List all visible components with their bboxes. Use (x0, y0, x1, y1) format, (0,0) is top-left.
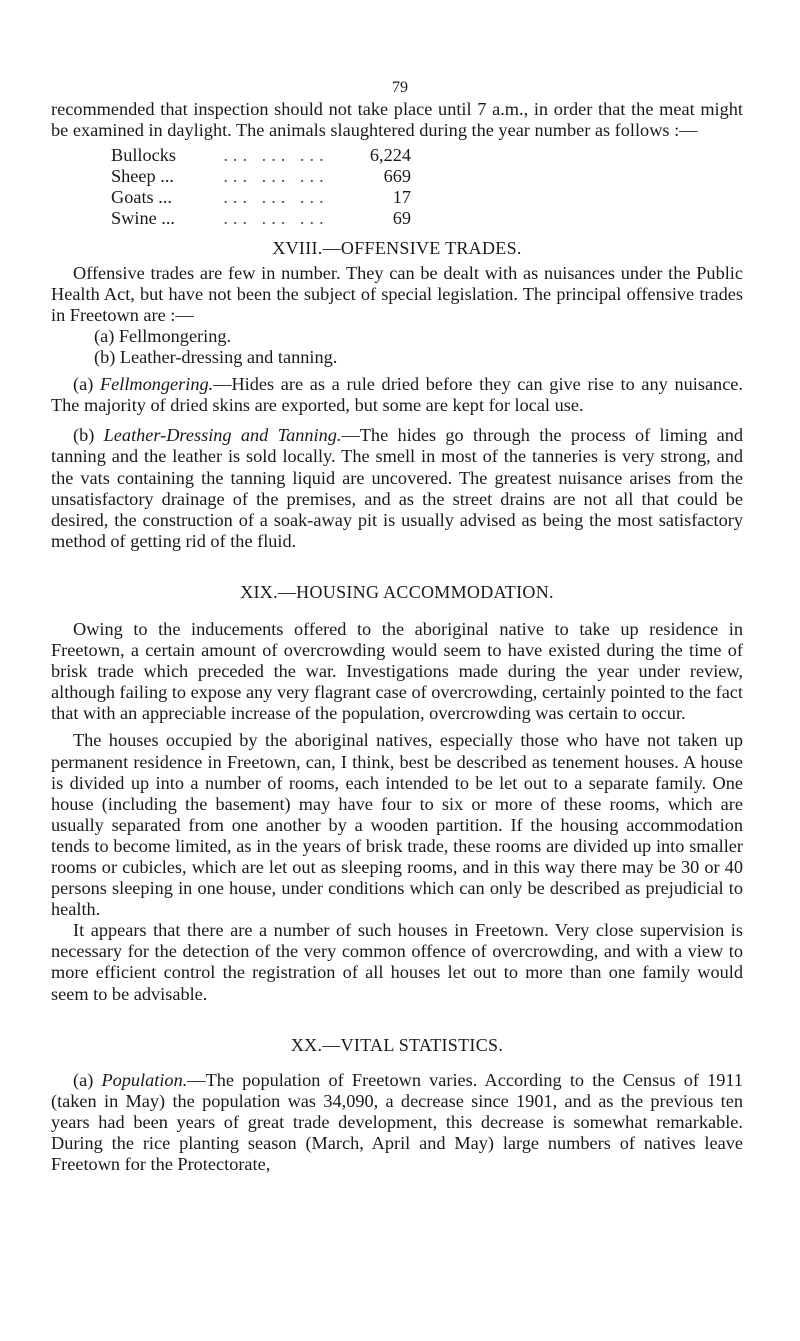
animal-label: Bullocks (111, 145, 177, 166)
list-item: (b) Leather-dressing and tanning. (94, 347, 338, 368)
leader-dots: ... ... ... (223, 187, 329, 208)
housing-paragraph-3: It appears that there are a number of such houses in Freetown. Very close supervision is necessary for the detection of the very common offence of overcrowding, and with a view to more efficient control the registration of all houses let out to more than one family would seem to be advisable. (51, 920, 743, 1004)
housing-paragraph-2: The houses occupied by the aboriginal natives, especially those who have not taken up permanent residence in Freetown, can, I think, best be described as tenement houses. A house is divided up into a number of rooms, each intended to be let out to a separate family. One house (including the basement) may have four to six or more of these rooms, which are usually separated from one another by a wooden partition. If the housing accommodation tends to become limited, as in the years of brisk trade, these rooms are divided up into smaller rooms or cubicles, which are let out as sleeping rooms, and in this way there may be 30 or 40 persons sleeping in one house, under conditions which can only be described as prejudicial to health. (51, 730, 743, 920)
item-label: (a) (73, 1069, 102, 1090)
item-text: —Hides are as a rule dried before they can give rise to any nuisance. The majority of dried skins are exported, but some are kept for local use. (51, 374, 743, 416)
animal-label: Goats ... (111, 187, 172, 208)
page-content (51, 99, 743, 1175)
tanning-paragraph (51, 425, 743, 552)
page-number: 79 (392, 79, 408, 96)
item-title: Fellmongering. (99, 374, 214, 395)
item-label: (a) (73, 374, 100, 395)
animal-label: Sheep ... (111, 166, 174, 187)
leader-dots: ... ... ... (223, 208, 329, 229)
table-row (111, 208, 411, 229)
item-title: Population. (101, 1069, 188, 1090)
intro-paragraph: recommended that inspection should not take place until 7 a.m., in order that the meat might be examined in daylight. The animals slaughtered during the year number as follows :— (51, 99, 743, 141)
offensive-trades-paragraph: Offensive trades are few in number. They can be dealt with as nuisances under the Public Health Act, but have not been the subject of special legislation. The principal offensive trades in Freetown are :— (51, 262, 743, 325)
leader-dots: ... ... ... (223, 166, 329, 187)
item-title: Leather-Dressing and Tanning. (103, 425, 342, 446)
animal-label: Swine ... (111, 208, 175, 229)
leader-dots: ... ... ... (223, 145, 329, 166)
fellmongering-paragraph (51, 374, 743, 416)
list-item: (a) Fellmongering. (94, 325, 232, 346)
trades-list (94, 326, 743, 368)
animal-count: 669 (383, 166, 411, 187)
animal-count: 17 (392, 187, 411, 208)
table-row (111, 187, 411, 208)
section-heading-vital-statistics: XX.—VITAL STATISTICS. (290, 1034, 504, 1055)
animal-count: 69 (392, 208, 411, 229)
item-text: —The population of Freetown varies. According to the Census of 1911 (taken in May) the population was 34,090, a decrease since 1901, and as the previous ten years had been years of great trade development, this decrease is somewhat remarkable. During the rice planting season (March, April and May) large numbers of natives leave Freetown for the Protectorate, (51, 1069, 743, 1175)
table-row (111, 166, 411, 187)
animals-table (111, 145, 411, 229)
item-label: (b) (73, 425, 104, 446)
population-paragraph (51, 1070, 743, 1175)
animal-count: 6,224 (369, 145, 411, 166)
housing-paragraph-1: Owing to the inducements offered to the aboriginal native to take up residence in Freetown, a certain amount of overcrowding would seem to have existed during the time of brisk trade which preceded the war. Investigations made during the year under review, although failing to expose any very flagrant case of overcrowding, certainly pointed to the fact that with an appreciable increase of the population, overcrowding was certain to occur. (51, 618, 743, 724)
item-text: —The hides go through the process of liming and tanning and the leather is sold locally. The smell in most of the tanneries is very strong, and the vats containing the tanning liquid are uncovered. The greatest nuisance arises from the unsatisfactory drainage of the premises, and as the street drains are not all that could be desired, the construction of a soak-away pit is usually advised as being the most satisfactory method of getting rid of the fluid. (51, 425, 744, 551)
section-heading-housing: XIX.—HOUSING ACCOMMODATION. (240, 581, 554, 602)
section-heading-offensive-trades: XVIII.—OFFENSIVE TRADES. (272, 237, 522, 258)
table-row (111, 145, 411, 166)
